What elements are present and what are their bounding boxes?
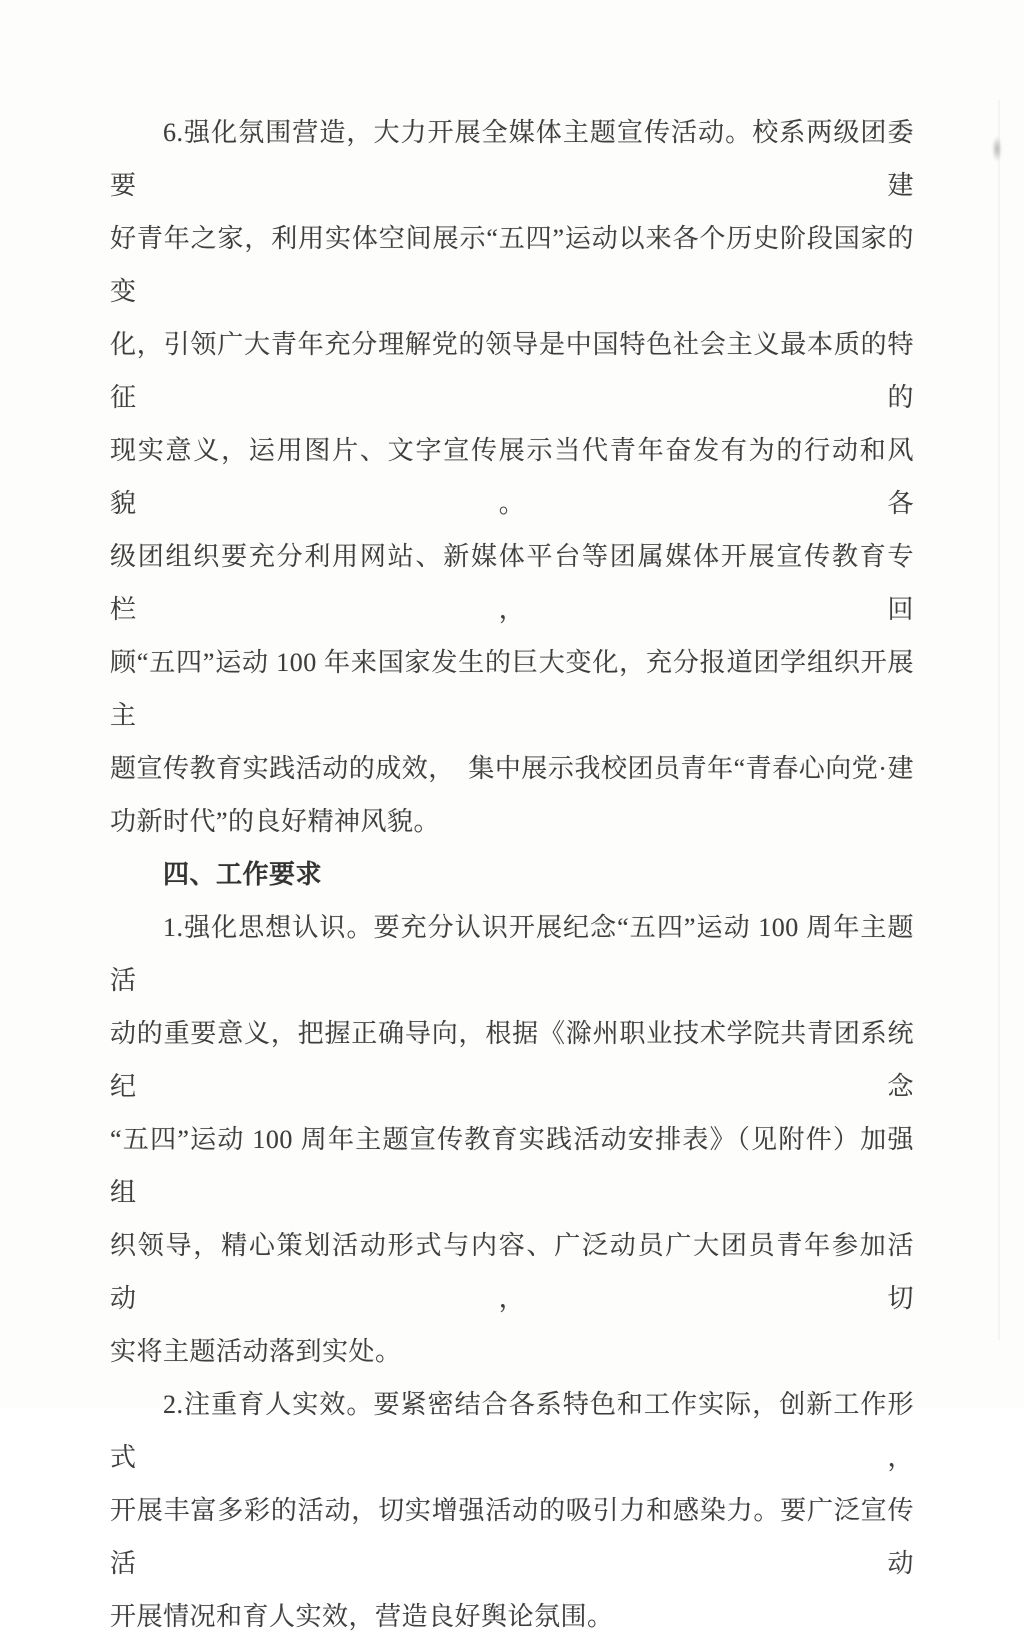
scan-artifact-line [998, 100, 1000, 1340]
paragraph-6-line-4: 现实意义，运用图片、文字宣传展示当代青年奋发有为的行动和风貌。各 [110, 436, 914, 518]
paragraph-req2-line-3: 开展情况和育人实效，营造良好舆论氛围。 [110, 1602, 614, 1631]
paragraph-req1-line-2: 动的重要意义，把握正确导向，根据《滁州职业技术学院共青团系统纪念 [110, 1019, 914, 1101]
paragraph-req1-line-3: “五四”运动 100 周年主题宣传教育实践活动安排表》（见附件）加强组 [110, 1125, 914, 1207]
paragraph-req2-line-2: 开展丰富多彩的活动，切实增强活动的吸引力和感染力。要广泛宣传活动 [110, 1496, 914, 1578]
paragraph-6-line-1: 6.强化氛围营造，大力开展全媒体主题宣传活动。校系两级团委要建 [110, 118, 914, 200]
paragraph-req1-line-4: 织领导，精心策划活动形式与内容、广泛动员广大团员青年参加活动，切 [110, 1231, 914, 1313]
paragraph-req2-line-1: 2.注重育人实效。要紧密结合各系特色和工作实际，创新工作形式， [110, 1390, 914, 1472]
section-heading: 四、工作要求 [163, 860, 323, 889]
paragraph-6-line-8: 功新时代”的良好精神风貌。 [110, 807, 441, 836]
paragraph-6-line-3: 化，引领广大青年充分理解党的领导是中国特色社会主义最本质的特征的 [110, 330, 914, 412]
paragraph-6-line-2: 好青年之家，利用实体空间展示“五四”运动以来各个历史阶段国家的变 [110, 224, 914, 306]
paragraph-6-line-7: 题宣传教育实践活动的成效， 集中展示我校团员青年“青春心向党·建 [110, 754, 914, 783]
scan-artifact-smudge [992, 136, 1002, 162]
paragraph-6-line-5: 级团组织要充分利用网站、新媒体平台等团属媒体开展宣传教育专栏，回 [110, 542, 914, 624]
document-text-block [110, 106, 914, 1643]
paragraph-6-line-6: 顾“五四”运动 100 年来国家发生的巨大变化，充分报道团学组织开展主 [110, 648, 914, 730]
paragraph-req1-line-5: 实将主题活动落到实处。 [110, 1337, 402, 1366]
paragraph-req1-line-1: 1.强化思想认识。要充分认识开展纪念“五四”运动 100 周年主题活 [110, 913, 914, 995]
